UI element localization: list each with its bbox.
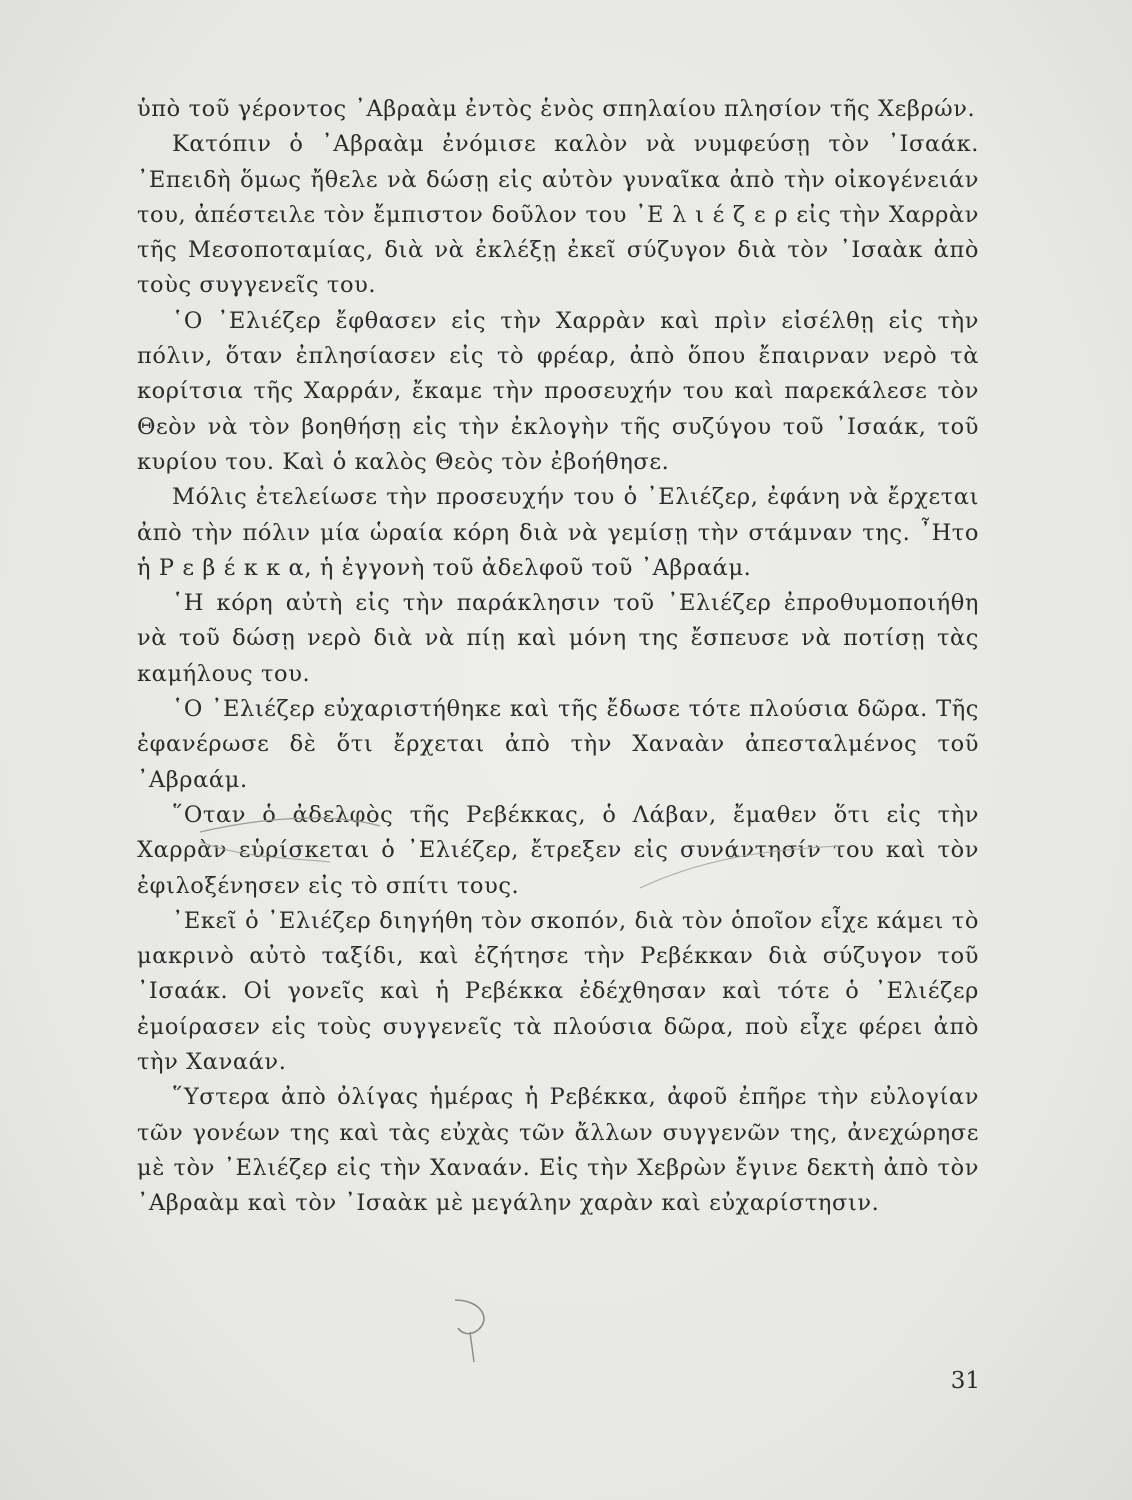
- paragraph: ῾Ο ᾿Ελιέζερ εὐχαριστήθηκε καὶ τῆς ἔδωσε τότε πλούσια δῶρα. Τῆς ἐφανέρωσε δὲ ὅτι ἔρχεται ἀπὸ τὴν Χαναὰν ἀπεσταλμένος τοῦ ᾿Αβραάμ.: [137, 696, 979, 793]
- paragraph: ᾿Εκεῖ ὁ ᾿Ελιέζερ διηγήθη τὸν σκοπόν, διὰ τὸν ὁποῖον εἶχε κάμει τὸ μακρινὸ αὐτὸ ταξίδι, καὶ ἐζήτησε τὴν Ρεβέκκαν διὰ σύζυγον τοῦ ᾿Ισαάκ. Οἱ γονεῖς καὶ ἡ Ρεβέκκα ἐδέχθησαν καὶ τότε ὁ ᾿Ελιέζερ ἐμοίρασεν εἰς τοὺς συγγενεῖς τὰ πλούσια δῶρα, ποὺ εἶχε φέρει ἀπὸ τὴν Χαναάν.: [137, 907, 979, 1076]
- paragraph: Μόλις ἐτελείωσε τὴν προσευχήν του ὁ ᾿Ελιέζερ, ἐφάνη νὰ ἔρχεται ἀπὸ τὴν πόλιν μία ὡραία κόρη διὰ νὰ γεμίσῃ τὴν στάμναν της. ῏Ητο ἡ Ρ ε β έ κ κ α, ἡ ἐγγονὴ τοῦ ἀδελφοῦ τοῦ ᾿Αβραάμ.: [137, 484, 979, 581]
- paragraph-continuation: ὑπὸ τοῦ γέροντος ᾿Αβραὰμ ἐντὸς ἑνὸς σπηλαίου πλησίον τῆς Χεβρών.: [137, 96, 976, 122]
- page-number: 31: [950, 1368, 980, 1394]
- paragraph: ῾Ο ᾿Ελιέζερ ἔφθασεν εἰς τὴν Χαρρὰν καὶ πρὶν εἰσέλθῃ εἰς τὴν πόλιν, ὅταν ἐπλησίασεν εἰς τὸ φρέαρ, ἀπὸ ὅπου ἔπαιρναν νερὸ τὰ κορίτσια τῆς Χαρράν, ἔκαμε τὴν προσευχήν του καὶ παρεκάλεσε τὸν Θεὸν νὰ τὸν βοηθήσῃ εἰς τὴν ἐκλογὴν τῆς συζύγου τοῦ ᾿Ισαάκ, τοῦ κυρίου του. Καὶ ὁ καλὸς Θεὸς τὸν ἐβοήθησε.: [137, 307, 979, 475]
- paragraph: ῞Οταν ὁ ἀδελφὸς τῆς Ρεβέκκας, ὁ Λάβαν, ἔμαθεν ὅτι εἰς τὴν Χαρρὰν εὑρίσκεται ὁ ᾿Ελιέζερ, ἔτρεξεν εἰς συνάντησίν του καὶ τὸν ἐφιλοξένησεν εἰς τὸ σπίτι τους.: [137, 801, 979, 899]
- body-text: [137, 92, 979, 1222]
- paragraph: ῾Η κόρη αὐτὴ εἰς τὴν παράκλησιν τοῦ ᾿Ελιέζερ ἐπροθυμοποιήθη νὰ τοῦ δώσῃ νερὸ διὰ νὰ πίῃ καὶ μόνη της ἔσπευσε νὰ ποτίσῃ τὰς καμήλους του.: [137, 590, 979, 687]
- paragraph: Κατόπιν ὁ ᾿Αβραὰμ ἐνόμισε καλὸν νὰ νυμφεύσῃ τὸν ᾿Ισαάκ. ᾿Επειδὴ ὅμως ἤθελε νὰ δώσῃ εἰς αὐτὸν γυναῖκα ἀπὸ τὴν οἰκογένειάν του, ἀπέστειλε τὸν ἔμπιστον δοῦλον του ᾿Ε λ ι έ ζ ε ρ εἰς τὴν Χαρρὰν τῆς Μεσοποταμίας, διὰ νὰ ἐκλέξῃ ἐκεῖ σύζυγον διὰ τὸν ᾿Ισαὰκ ἀπὸ τοὺς συγγενεῖς του.: [137, 131, 979, 299]
- paragraph: ῞Υστερα ἀπὸ ὀλίγας ἡμέρας ἡ Ρεβέκκα, ἀφοῦ ἐπῆρε τὴν εὐλογίαν τῶν γονέων της καὶ τὰς εὐχὰς τῶν ἄλλων συγγενῶν της, ἀνεχώρησε μὲ τὸν ᾿Ελιέζερ εἰς τὴν Χαναάν. Εἰς τὴν Χεβρὼν ἔγινε δεκτὴ ἀπὸ τὸν ᾿Αβραὰμ καὶ τὸν ᾿Ισαὰκ μὲ μεγάλην χαρὰν καὶ εὐχαρίστησιν.: [137, 1084, 979, 1217]
